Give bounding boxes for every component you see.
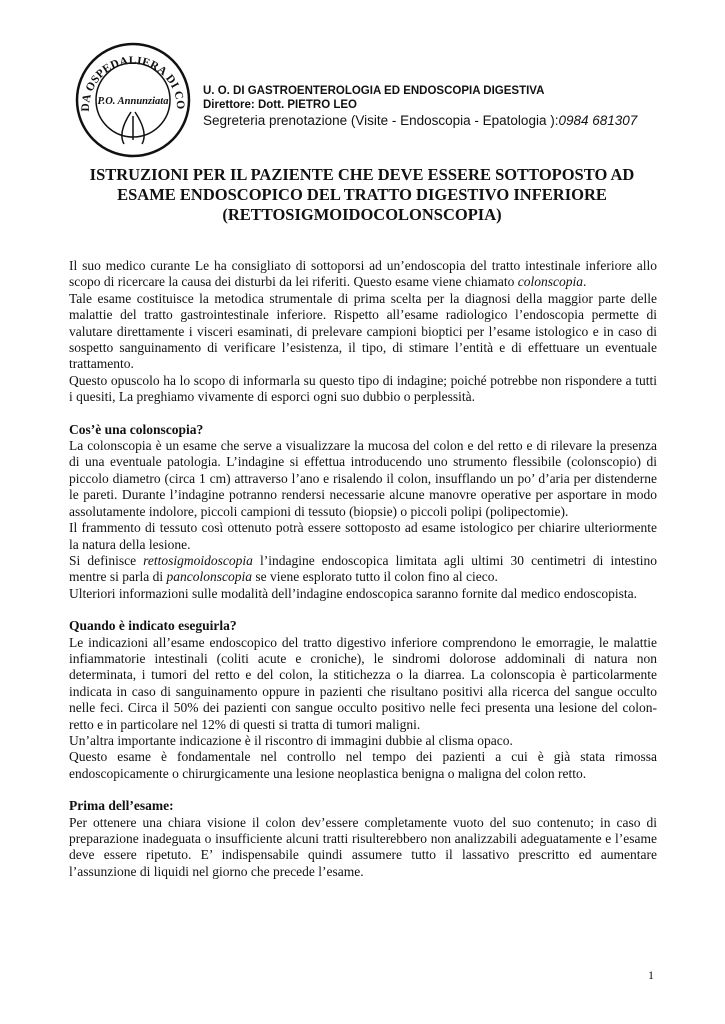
intro-text: Il suo medico curante Le ha consigliato di sottoporsi ad un’endoscopia del tratto intestinale inferiore allo scopo di ricercare la causa dei disturbi da lei riferiti. Questo esame viene chiamato	[69, 258, 657, 290]
title-line-2: ESAME ENDOSCOPICO DEL TRATTO DIGESTIVO INFERIORE	[117, 185, 607, 204]
director-name: Direttore: Dott. PIETRO LEO	[203, 99, 357, 111]
intro-paragraph-3: Questo opuscolo ha lo scopo di informarla su questo tipo di indagine; poiché potrebbe non rispondere a tutti i quesiti, La preghiamo vivamente di esporci ogni suo dubbio o perplessità.	[69, 372, 657, 405]
booking-secretariat	[203, 114, 637, 128]
section1-paragraph-3	[69, 553, 657, 586]
department-name: U. O. DI GASTROENTEROLOGIA ED ENDOSCOPIA DIGESTIVA	[203, 85, 545, 97]
hospital-seal-icon	[73, 40, 193, 160]
section-heading-what-is: Cos’è una colonscopia?	[69, 421, 204, 437]
section2-paragraph-3: Questo esame è fondamentale nel controllo nel tempo dei pazienti a cui è già stata rimossa endoscopicamente o chirurgicamente una lesione neoplastica benigna o maligna del colon retto.	[69, 749, 657, 781]
section1-paragraph-2: Il frammento di tessuto così ottenuto potrà essere sottoposto ad esame istologico per chiarire ulteriormente la natura della lesione.	[69, 520, 657, 552]
booking-label: Segreteria prenotazione (Visite - Endoscopia - Epatologia ):	[203, 113, 559, 128]
intro-emphasis: colonscopia	[517, 274, 583, 290]
intro-paragraph-1	[69, 258, 657, 291]
intro-text-end: .	[582, 274, 587, 290]
section1-paragraph-1: La colonscopia è un esame che serve a visualizzare la mucosa del colon e del retto e di rilevare la presenza di una eventuale patologia. L’indagine si effettua introducendo uno strumento flessibile (colonscopio) di piccolo diametro (circa 1 cm) attraverso l’ano e risalendo il colon, insufflando un po’ d’aria per distenderne le pareti. Durante l’indagine potranno rendersi necessarie alcune manovre operative per asportare in modo assolutamente indolore, piccoli campioni di tessuto (biopsie) o piccoli polipi (polipectomie).	[69, 438, 657, 519]
title-line-1: ISTRUZIONI PER IL PAZIENTE CHE DEVE ESSERE SOTTOPOSTO AD	[89, 165, 635, 184]
section-heading-when: Quando è indicato eseguirla?	[69, 618, 237, 634]
s1p3-text-a: Si definisce	[69, 552, 144, 568]
document-body	[69, 258, 657, 880]
s1p3-emphasis-2: pancolonscopia	[166, 569, 252, 585]
section1-paragraph-4: Ulteriori informazioni sulle modalità dell’indagine endoscopica saranno fornite dal medico endoscopista.	[69, 585, 637, 601]
section2-paragraph-1: Le indicazioni all’esame endoscopico del tratto digestivo inferiore comprendono le emorragie, le malattie infiammatorie intestinali (coliti acute e croniche), le sindromi dolorose addominali di natura non determinata, i tumori del retto e del colon, la stitichezza o la diarrea. La colonscopia è particolarmente indicata in caso di sanguinamento oppure in pazienti che risultano positivi alla ricerca del sangue occulto nelle feci. Circa il 50% dei pazienti con sangue occulto positivo nelle feci presenta una lesione del colon-retto e in particolare nel 12% di questi si tratta di tumori maligni.	[69, 634, 657, 732]
page-number: 1	[648, 968, 654, 982]
section2-paragraph-2: Un’altra importante indicazione è il riscontro di immagini dubbie al clisma opaco.	[69, 732, 513, 748]
s1p3-text-c: se viene esplorato tutto il colon fino al cieco.	[251, 569, 498, 585]
title-line-3: (RETTOSIGMOIDOCOLONSCOPIA)	[222, 205, 502, 224]
intro-paragraph-2: Tale esame costituisce la metodica strumentale di prima scelta per la diagnosi della maggior parte delle malattie del tratto gastrointestinale inferiore. Rispetto all’esame radiologico l’endoscopia permette di valutare direttamente i visceri esaminati, di prelevare campioni bioptici per l’esame istologico e in caso di sospetto sanguinamento di verificare l’esistenza, il tipo, di stimare l’entità e di effettuare un eventuale trattamento.	[69, 290, 657, 372]
section3-paragraph-1: Per ottenere una chiara visione il colon dev’essere completamente vuoto del suo contenuto; in caso di preparazione inadeguata o insufficiente alcuni tratti risulterebbero non analizzabili adeguatamente e l’esame deve essere ripetuto. E’ indispensabile quindi assumere tutto il lassativo prescritto ed aumentare l’assunzione di liquidi nel giorno che precede l’esame.	[69, 814, 657, 879]
section-heading-before: Prima dell’esame:	[69, 798, 174, 814]
svg-text:AZIENDA OSPEDALIERA DI COSENZA: DA OSPEDALIERA DI CO	[79, 54, 187, 112]
hospital-logo	[73, 40, 193, 160]
document-title	[60, 165, 664, 225]
booking-phone: 0984 681307	[558, 113, 638, 128]
s1p3-emphasis-1: rettosigmoidoscopia	[143, 552, 253, 568]
svg-text:P.O. Annunziata: P.O. Annunziata	[97, 96, 169, 107]
s1p3-text-b: l’indagine endoscopica limitata agli ultimi 30 centimetri di intestino mentre si parla di	[69, 552, 657, 585]
